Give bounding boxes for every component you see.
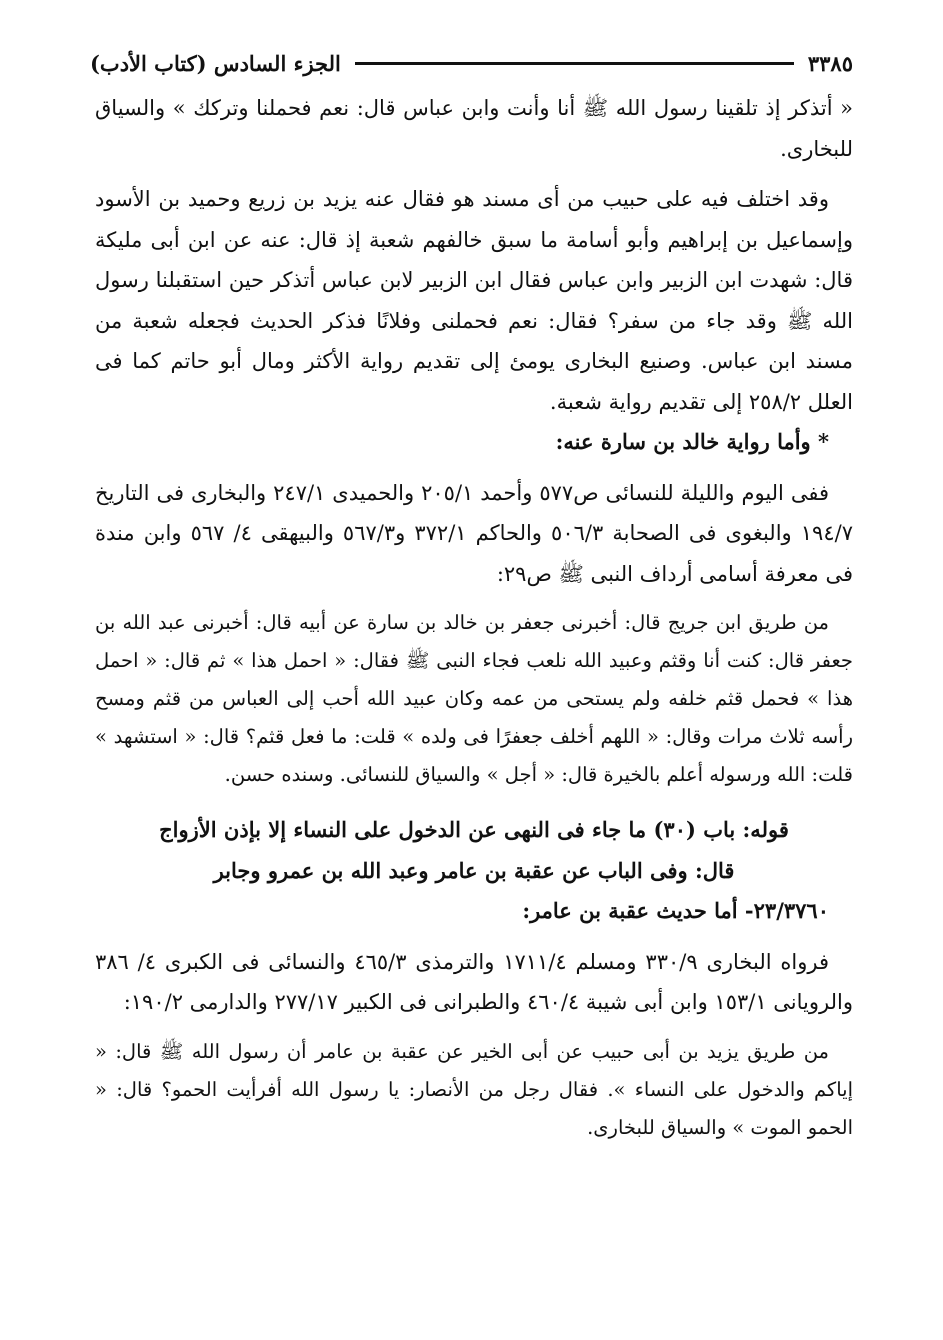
page-number: ٣٣٨٥ (807, 50, 853, 76)
page-body (95, 88, 853, 1147)
chapter-subheading: قال: وفى الباب عن عقبة بن عامر وعبد الله بن عمرو وجابر (213, 857, 735, 883)
page-header (90, 46, 853, 80)
paragraph-sources-uqba: فرواه البخارى ٣٣٠/٩ ومسلم ١٧١١/٤ والترمذى ٤٦٥/٣ والنسائى فى الكبرى ٤/ ٣٨٦ والرويانى ١٥٣/١ وابن أبى شيبة ٤٦٠/٤ والطبرانى فى الكبير ٢٧٧/١٧ والدارمى ١٩٠/٢: (95, 949, 853, 1014)
paragraph-sources-khalid: ففى اليوم والليلة للنسائى ص٥٧٧ وأحمد ٢٠٥/١ والحميدى ٢٤٧/١ والبخارى فى التاريخ ١٩٤/٧ والبغوى فى الصحابة ٥٠٦/٣ والحاكم ٣٧٢/١ و٥٦٧/٣ والبيهقى ٤/ ٥٦٧ وابن مندة فى معرفة أسامى أرداف النبى ﷺ ص٢٩: (95, 480, 853, 586)
chapter-heading: قوله: باب (٣٠) ما جاء فى النهى عن الدخول على النساء إلا بإذن الأزواج (159, 817, 789, 842)
header-rule (355, 62, 794, 65)
paragraph-isnad-discussion: وقد اختلف فيه على حبيب من أى مسند هو فقال عنه يزيد بن زريع وحميد بن الأسود وإسماعيل بن إبراهيم وأبو أسامة ما سبق خالفهم شعبة إذ قال: عنه عن ابن أبى مليكة قال: شهدت ابن الزبير وابن عباس فقال ابن الزبير لابن عباس أتذكر حين استقبلنا رسول الله ﷺ وقد جاء من سفر؟ فقال: نعم فحملنى وفلانًا فذكر الحديث فجعله شعبة من مسند ابن عباس. وصنيع البخارى يومئ إلى تقديم رواية الأكثر ومال أبو حاتم كما فى العلل ٢٥٨/٢ إلى تقديم رواية شعبة. (95, 187, 853, 414)
paragraph-hadith-end: « أتذكر إذ تلقينا رسول الله ﷺ أنا وأنت وابن عباس قال: نعم فحملنا وتركك » والسياق للبخارى. (95, 96, 853, 161)
paragraph-hadith-jafar: من طريق ابن جريج قال: أخبرنى جعفر بن خالد بن سارة عن أبيه قال: أخبرنى عبد الله بن جعفر قال: كنت أنا وقثم وعبيد الله نلعب فجاء النبى ﷺ فقال: « احمل هذا » ثم قال: « احمل هذا » فحمل قثم خلفه ولم يستحى من عمه وكان عبيد الله أحب إلى العباس من قثم ومسح رأسه ثلاث مرات وقال: « اللهم أخلف جعفرًا فى ولده » قلت: ما فعل قثم؟ قال: « استشهد » قلت: الله ورسوله أعلم بالخيرة قال: « أجل » والسياق للنسائى. وسنده حسن. (95, 611, 853, 786)
paragraph-hadith-uqba: من طريق يزيد بن أبى حبيب عن أبى الخير عن عقبة بن عامر أن رسول الله ﷺ قال: « إياكم والدخول على النساء ». فقال رجل من الأنصار: يا رسول الله أفرأيت الحمو؟ قال: « الحمو الموت » والسياق للبخارى. (95, 1039, 853, 1139)
hadith-number-heading: ٢٣/٣٧٦٠- أما حديث عقبة بن عامر: (522, 898, 829, 923)
section-marker-khalid: * وأما رواية خالد بن سارة عنه: (555, 429, 829, 454)
running-title: الجزء السادس (كتاب الأدب) (90, 50, 341, 76)
